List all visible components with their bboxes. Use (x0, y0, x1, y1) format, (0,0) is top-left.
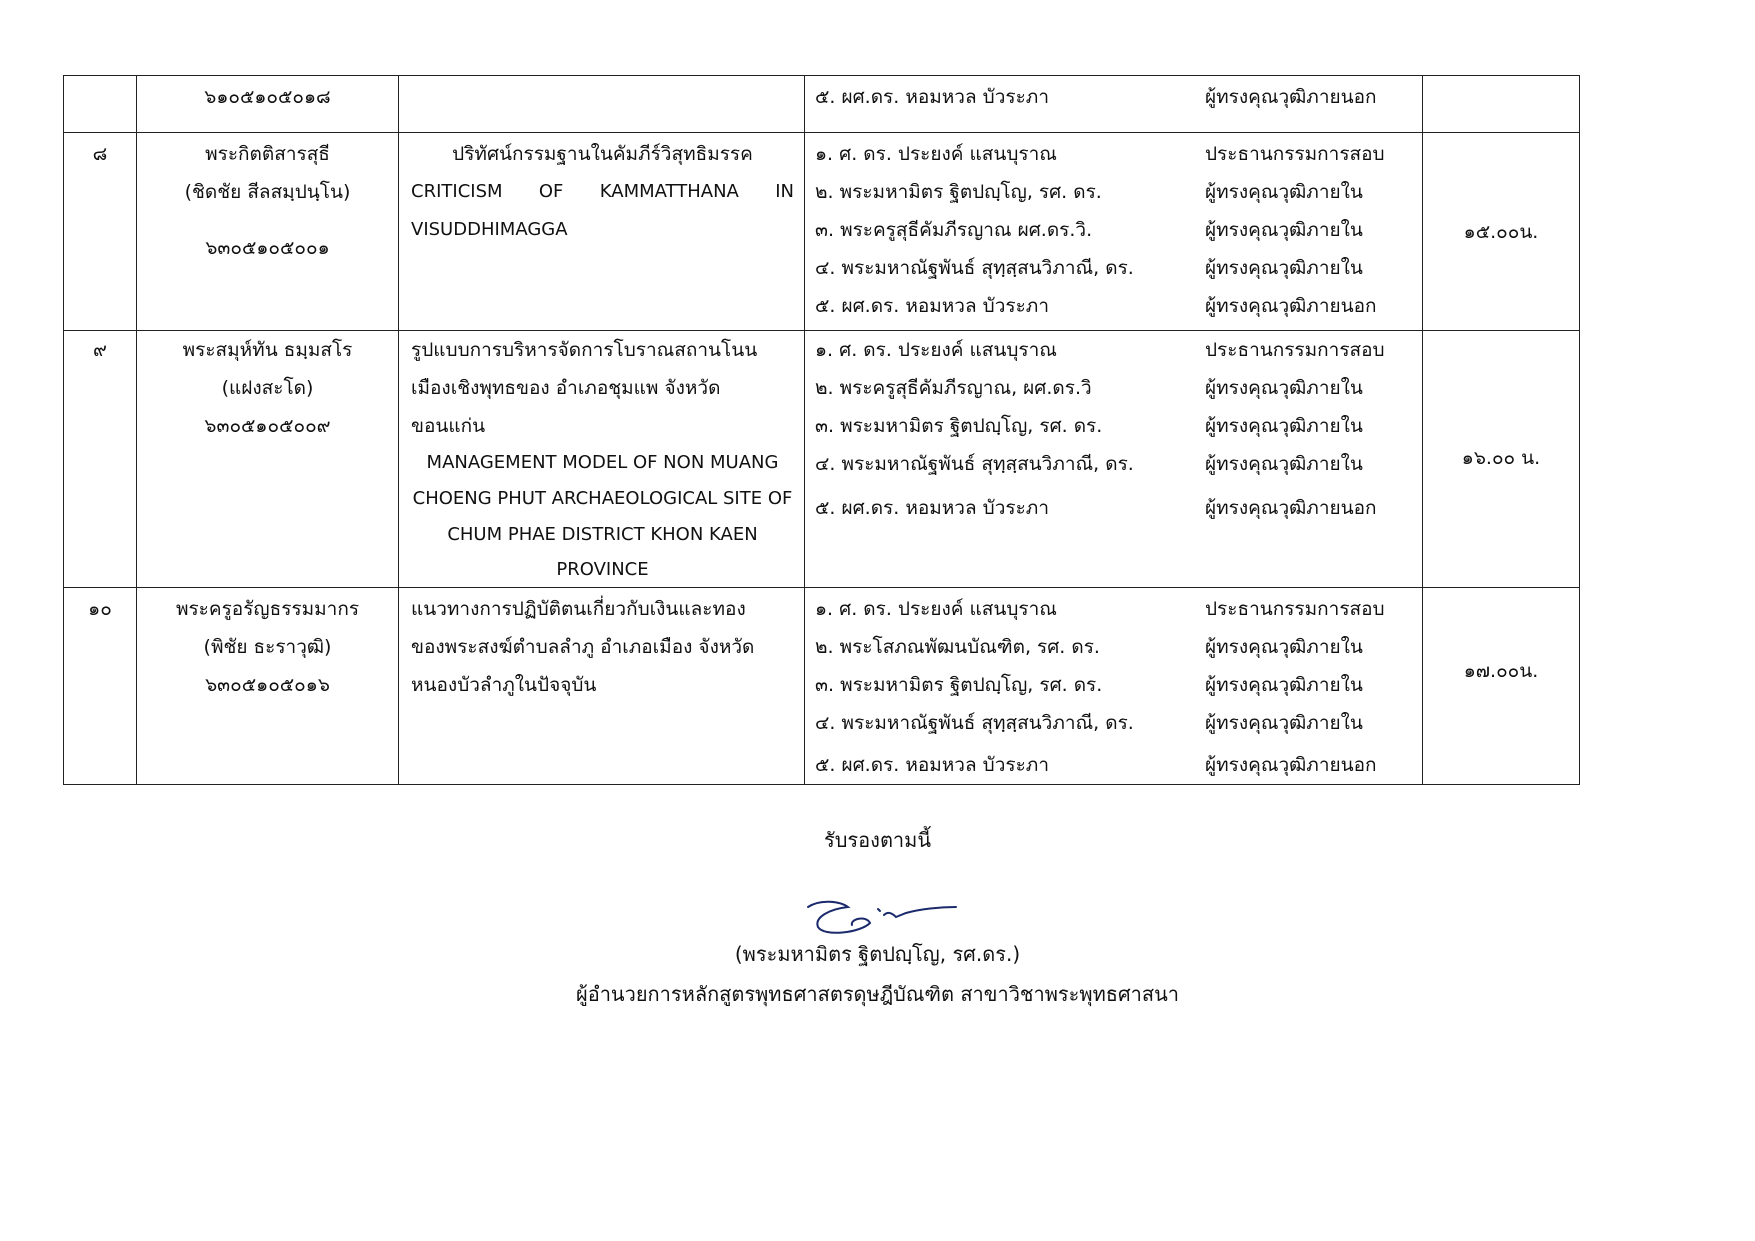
member-name: ๔. พระมหาณัฐพันธ์ สุทฺสฺสนวิภาณี, ดร. (815, 712, 1134, 734)
thesis-title-th: ขอนแก่น (411, 415, 486, 437)
committee-cell (805, 133, 1423, 331)
member-role: ผู้ทรงคุณวุฒิภายใน (1205, 415, 1363, 437)
student-cell (137, 133, 399, 331)
member-name: ๒. พระครูสุธีคัมภีรญาณ, ผศ.ดร.วิ (815, 377, 1092, 399)
signatory-position: ผู้อำนวยการหลักสูตรพุทธศาสตรดุษฎีบัณฑิต สาขาวิชาพระพุทธศาสนา (575, 982, 1180, 1006)
member-role: ผู้ทรงคุณวุฒิภายใน (1205, 181, 1363, 203)
committee-member (805, 489, 1422, 527)
handwritten-signature (800, 893, 960, 941)
committee-member (805, 407, 1422, 445)
schedule-table (63, 75, 1580, 785)
exam-time: ๑๕.๐๐น. (1463, 220, 1539, 243)
student-secular-name: (พิชัย ธะราวุฒิ) (203, 636, 332, 658)
member-role: ผู้ทรงคุณวุฒิภายนอก (1205, 754, 1377, 776)
student-name: พระกิตติสารสุธี (205, 143, 330, 165)
committee-cell (805, 331, 1423, 588)
student-secular-name: (แฝงสะโด) (221, 377, 314, 399)
thesis-title-en-word: OF (538, 181, 564, 202)
thesis-title-th: ของพระสงฆ์ตำบลลำภู อำเภอเมือง จังหวัด (411, 636, 755, 658)
table-row (64, 133, 1580, 331)
student-name: พระครูอรัญธรรมมากร (175, 598, 360, 620)
thesis-title-th: รูปแบบการบริหารจัดการโบราณสถานโนน (411, 339, 758, 361)
member-name: ๓. พระครูสุธีคัมภีรญาณ ผศ.ดร.วิ. (815, 219, 1093, 241)
table-row (64, 331, 1580, 588)
committee-member (805, 78, 1422, 116)
committee-cell (805, 588, 1423, 785)
member-role: ผู้ทรงคุณวุฒิภายใน (1205, 377, 1363, 399)
committee-member (805, 249, 1422, 287)
committee-member (805, 628, 1422, 666)
member-name: ๒. พระมหามิตร ฐิตปญฺโญ, รศ. ดร. (815, 181, 1102, 203)
table-row (64, 76, 1580, 133)
committee-member (805, 445, 1422, 483)
committee-member (805, 666, 1422, 704)
thesis-title-en-word: IN (775, 181, 794, 202)
certify-text: รับรองตามนี้ (823, 828, 932, 852)
student-secular-name: (ชิดชัย สีลสมฺปนฺโน) (184, 181, 351, 203)
member-name: ๑. ศ. ดร. ประยงค์ แสนบุราณ (815, 339, 1057, 361)
member-role: ประธานกรรมการสอบ (1205, 598, 1385, 620)
exam-time: ๑๗.๐๐น. (1463, 660, 1539, 682)
student-cell (137, 76, 399, 133)
member-role: ผู้ทรงคุณวุฒิภายใน (1205, 257, 1363, 279)
member-role: ผู้ทรงคุณวุฒิภายนอก (1205, 497, 1377, 519)
member-role: ผู้ทรงคุณวุฒิภายใน (1205, 636, 1363, 658)
student-id: ๖๓๐๕๑๐๕๐๐๙ (204, 415, 331, 437)
thesis-title-th: ปริทัศน์กรรมฐานในคัมภีร์วิสุทธิมรรค (452, 143, 753, 165)
member-name: ๕. ผศ.ดร. หอมหวล บัวระภา (815, 497, 1049, 519)
thesis-title-en-line: CHUM PHAE DISTRICT KHON KAEN (447, 524, 758, 545)
thesis-title-cell (399, 588, 805, 785)
row-number (64, 76, 137, 133)
member-name: ๕. ผศ.ดร. หอมหวล บัวระภา (815, 86, 1049, 108)
committee-member (805, 135, 1422, 173)
member-role: ประธานกรรมการสอบ (1205, 143, 1385, 165)
row-number-text: ๙ (93, 339, 107, 361)
thesis-title-en-line: MANAGEMENT MODEL OF NON MUANG (426, 452, 779, 473)
thesis-title-cell (399, 331, 805, 588)
table-row (64, 588, 1580, 785)
signatory-name: (พระมหามิตร ฐิตปญฺโญ, รศ.ดร.) (734, 942, 1021, 966)
row-number (64, 133, 137, 331)
student-id: ๖๓๐๕๑๐๕๐๐๑ (205, 237, 330, 259)
committee-member (805, 211, 1422, 249)
committee-member (805, 287, 1422, 325)
committee-cell (805, 76, 1423, 133)
member-name: ๓. พระมหามิตร ฐิตปญฺโญ, รศ. ดร. (815, 674, 1103, 696)
member-name: ๓. พระมหามิตร ฐิตปญฺโญ, รศ. ดร. (815, 415, 1103, 437)
student-id: ๖๑๐๕๑๐๕๐๑๘ (204, 86, 331, 108)
member-name: ๕. ผศ.ดร. หอมหวล บัวระภา (815, 295, 1049, 317)
member-role: ผู้ทรงคุณวุฒิภายนอก (1205, 86, 1377, 108)
thesis-title-th: แนวทางการปฏิบัติตนเกี่ยวกับเงินและทอง (411, 598, 746, 620)
thesis-title-en-line: PROVINCE (556, 559, 649, 580)
member-name: ๒. พระโสภณพัฒนบัณฑิต, รศ. ดร. (815, 636, 1100, 658)
member-name: ๔. พระมหาณัฐพันธ์ สุทฺสฺสนวิภาณี, ดร. (815, 453, 1134, 475)
thesis-title-th: เมืองเชิงพุทธของ อำเภอชุมแพ จังหวัด (411, 377, 721, 399)
committee-member (805, 331, 1422, 369)
committee-member (805, 746, 1422, 784)
committee-member (805, 369, 1422, 407)
member-role: ผู้ทรงคุณวุฒิภายใน (1205, 453, 1363, 475)
thesis-title-en-line: VISUDDHIMAGGA (411, 219, 568, 240)
student-name: พระสมุห์ทัน ธมฺมสโร (182, 339, 353, 361)
exam-time: ๑๖.๐๐ น. (1461, 447, 1541, 469)
member-name: ๑. ศ. ดร. ประยงค์ แสนบุราณ (815, 143, 1057, 165)
row-number-text: ๘ (92, 143, 108, 165)
student-cell (137, 331, 399, 588)
member-role: ผู้ทรงคุณวุฒิภายนอก (1205, 295, 1377, 317)
row-number (64, 588, 137, 785)
member-name: ๔. พระมหาณัฐพันธ์ สุทฺสฺสนวิภาณี, ดร. (815, 257, 1134, 279)
thesis-title-en-word: KAMMATTHANA (599, 181, 739, 202)
member-name: ๑. ศ. ดร. ประยงค์ แสนบุราณ (815, 598, 1057, 620)
committee-member (805, 704, 1422, 742)
committee-member (805, 590, 1422, 628)
member-role: ผู้ทรงคุณวุฒิภายใน (1205, 219, 1363, 241)
thesis-title-en-line: CHOENG PHUT ARCHAEOLOGICAL SITE OF (412, 488, 793, 509)
row-number-text: ๑๐ (88, 598, 112, 620)
member-role: ผู้ทรงคุณวุฒิภายใน (1205, 712, 1363, 734)
time-cell (1423, 76, 1580, 133)
member-role: ประธานกรรมการสอบ (1205, 339, 1385, 361)
committee-member (805, 173, 1422, 211)
thesis-title-cell (399, 133, 805, 331)
thesis-title-en-word: CRITICISM (411, 181, 503, 202)
thesis-title-th: หนองบัวลำภูในปัจจุบัน (411, 674, 597, 696)
member-role: ผู้ทรงคุณวุฒิภายใน (1205, 674, 1363, 696)
time-cell (1423, 133, 1580, 331)
member-name: ๕. ผศ.ดร. หอมหวล บัวระภา (815, 754, 1049, 776)
student-cell (137, 588, 399, 785)
time-cell (1423, 588, 1580, 785)
row-number (64, 331, 137, 588)
student-id: ๖๓๐๕๑๐๕๐๑๖ (205, 674, 330, 696)
thesis-title-cell (399, 76, 805, 133)
thesis-title-en-line (411, 173, 794, 211)
time-cell (1423, 331, 1580, 588)
